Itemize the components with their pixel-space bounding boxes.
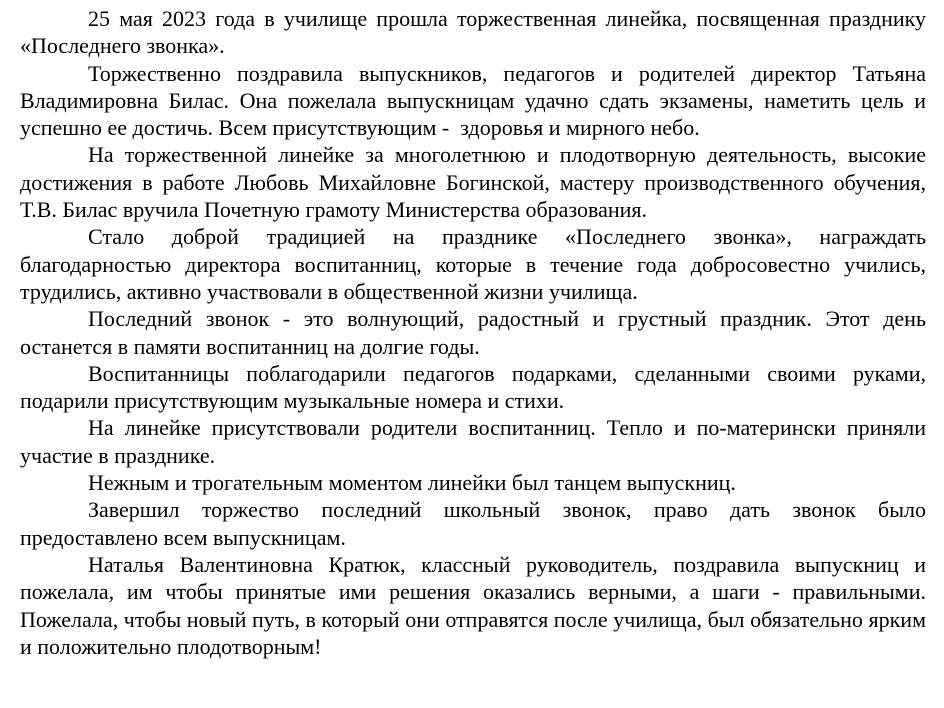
paragraph-parents: На линейке присутствовали родители воспитанниц. Тепло и по-матерински приняли участие в празднике. — [20, 415, 932, 468]
paragraph-award: На торжественной линейке за многолетнюю и плодотворную деятельность, высокие достижения в работе Любовь Михайловне Богинской, мастеру производственного обучения, Т.В. Билас вручила Почетную грамоту Министерства образования. — [20, 142, 932, 223]
paragraph-gifts: Воспитанницы поблагодарили педагогов подарками, сделанными своими руками, подарили присутствующим музыкальные номера и стихи. — [20, 360, 932, 414]
paragraph-director-congratulations: Торжественно поздравила выпускников, педагогов и родителей директор Татьяна Владимировна Билас. Она пожелала выпускницам удачно сдать экзамены, наметить цель и успешно ее достичь. Всем присутствующим - здоровья и мирного небо. — [20, 60, 932, 141]
paragraph-last-bell: Последний звонок - это волнующий, радостный и грустный праздник. Этот день останется в памяти воспитанниц на долгие годы. — [20, 306, 932, 359]
paragraph-event-date: 25 мая 2023 года в училище прошла торжественная линейка, посвященная празднику «Последнего звонка». — [20, 6, 932, 59]
paragraph-class-teacher: Наталья Валентиновна Кратюк, классный руководитель, поздравила выпускниц и пожелала, им чтобы принятые ими решения оказались верными, а шаги - правильными. Пожелала, чтобы новый путь, в который они отправятся после училища, был обязательно ярким и положительно плодотворным! — [20, 551, 932, 659]
paragraph-tradition: Стало доброй традицией на празднике «Последнего звонка», награждать благодарностью директора воспитанниц, которые в течение года добросовестно учились, трудились, активно участвовали в общественной жизни училища. — [20, 224, 932, 304]
document-body — [20, 5, 932, 660]
paragraph-dance: Нежным и трогательным моментом линейки был танцем выпускниц. — [88, 470, 736, 496]
paragraph-school-bell: Завершил торжество последний школьный звонок, право дать звонок было предоставлено всем выпускницам. — [20, 497, 932, 550]
